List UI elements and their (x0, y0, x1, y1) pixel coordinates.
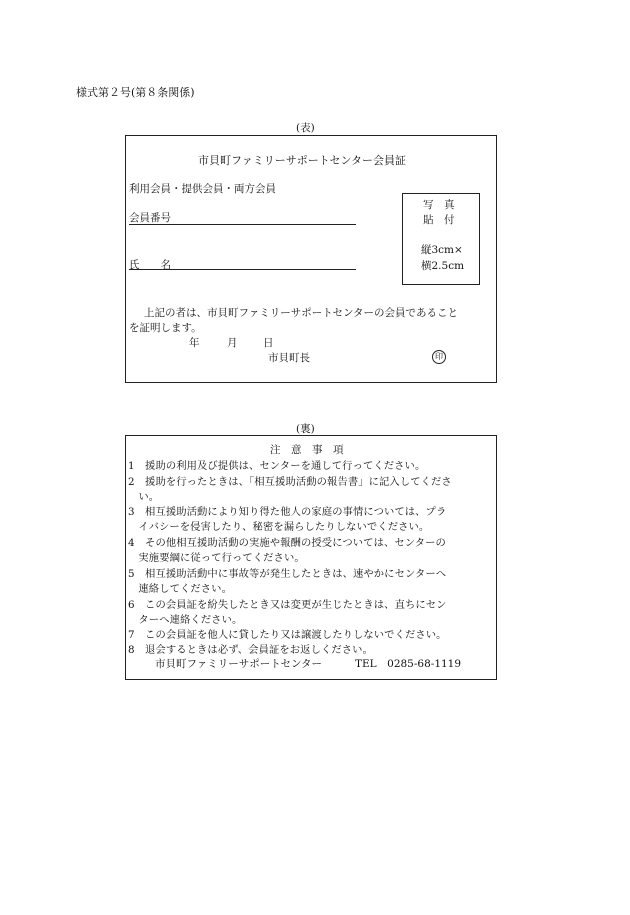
note-line: 7 この会員証を他人に貸したり又は譲渡したりしないでください。 (128, 629, 447, 641)
member-card-front (125, 135, 497, 383)
name-label: 氏 名 (129, 259, 171, 271)
note-line: 5 相互援助活動中に事故等が発生したときは、速やかにセンターへ (128, 568, 447, 580)
card-title: 市貝町ファミリーサポートセンター会員証 (198, 154, 407, 167)
note-line: 8 退会するときは必ず、会員証をお返しください。 (128, 644, 373, 656)
note-line: ターへ連絡ください。 (128, 614, 243, 626)
note-line: 6 この会員証を紛失したとき又は変更が生じたときは、直ちにセン (128, 599, 447, 611)
member-number-label: 会員番号 (129, 212, 171, 224)
photo-line-1: 写 真 (423, 199, 455, 211)
note-line: 1 援助の利用及び提供は、センターを通して行ってください。 (128, 460, 426, 472)
contact-tel: TEL 0285-68-1119 (355, 658, 462, 670)
note-line: 実施要綱に従って行ってください。 (128, 552, 305, 564)
seal-mark: 印 (432, 350, 446, 364)
front-side-label: (表) (296, 122, 315, 134)
photo-box (402, 193, 480, 285)
note-line: 3 相互援助活動により知り得た他人の家庭の事情については、プラ (128, 506, 447, 518)
member-number-line (129, 224, 356, 225)
note-line: 2 援助を行ったときは、「相互援助活動の報告書」に記入してくださ (128, 476, 452, 488)
form-label: 様式第２号(第８条関係) (76, 86, 195, 99)
certify-line-1: 上記の者は、市貝町ファミリーサポートセンターの会員であること (144, 307, 459, 319)
note-line: 4 その他相互援助活動の実施や報酬の授受については、センターの (128, 537, 446, 549)
date-year-label: 年 (189, 337, 200, 349)
note-line: 連絡してください。 (128, 583, 232, 595)
member-types: 利用会員・提供会員・両方会員 (129, 183, 276, 195)
name-line (129, 269, 356, 270)
photo-line-2: 貼 付 (423, 214, 455, 226)
date-month-label: 月 (227, 337, 238, 349)
note-line: い。 (128, 491, 160, 503)
contact-center-name: 市貝町ファミリーサポートセンター (155, 658, 323, 670)
issuer-label: 市貝町長 (268, 352, 310, 364)
certify-line-2: を証明します。 (129, 322, 202, 334)
note-line: イバシーを侵害したり、秘密を漏らしたりしないでください。 (128, 521, 430, 533)
photo-size-line-1: 縦3cm× (421, 244, 463, 256)
back-side-label: (裏) (296, 423, 315, 435)
date-day-label: 日 (263, 337, 274, 349)
photo-size-line-2: 横2.5cm (421, 260, 465, 272)
notes-title: 注 意 事 項 (270, 444, 344, 456)
